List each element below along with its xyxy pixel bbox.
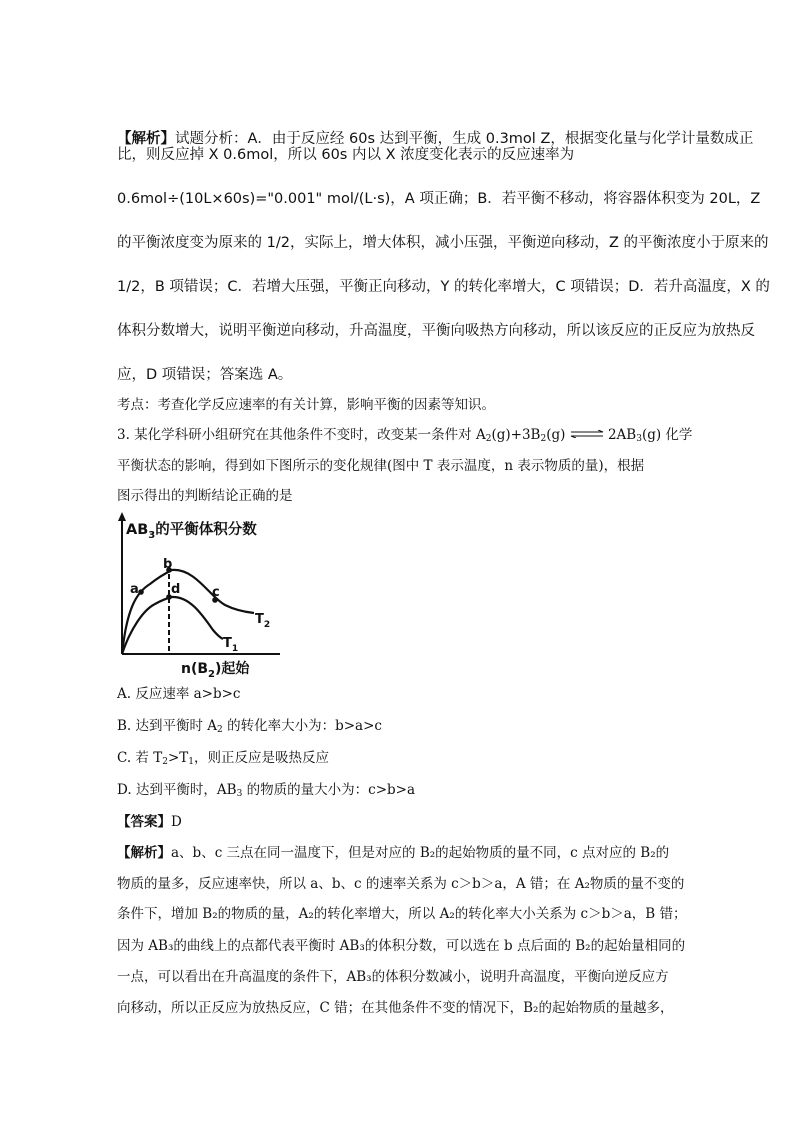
equilibrium-arrow-icon (570, 430, 604, 438)
label-b: b (163, 557, 173, 572)
question-3-line-2: 平衡状态的影响，得到如下图所示的变化规律(图中 T 表示温度，n 表示物质的量)，根据 (117, 458, 645, 474)
analysis2-line-3: 条件下，增加 B₂的物质的量，A₂的转化率增大，所以 A₂的转化率大小关系为 c＞b＞a，B 错； (117, 906, 687, 922)
y-axis-label: $AB_3$的平衡体积分数 (126, 522, 257, 541)
option-d: D. 达到平衡时，$AB_3$ 的物质的量大小为：c>b>a (117, 782, 416, 799)
analysis-bracket: 【解析】 (117, 131, 175, 147)
analysis-line-2: 比，则反应掉 X 0.6mol，所以 60s 内以 X 浓度变化表示的反应速率为 (117, 147, 575, 163)
q3-product: 2AB (607, 427, 637, 443)
analysis-line-5: 1/2，B 项错误；C．若增大压强，平衡正向移动，Y 的转化率增大，C 项错误；D．若升高温度，X 的 (117, 279, 770, 295)
analysis-line-3: 0.6mol÷(10L×60s)="0.001" mol/(L·s)，A 项正确；B．若平衡不移动，将容器体积变为 20L，Z (117, 191, 761, 207)
option-c: C. 若 $T_2>T_1$，则正反应是吸热反应 (117, 750, 330, 767)
label-t1: $T_1$ (223, 636, 239, 654)
equilibrium-graph (115, 512, 285, 680)
q3-intro: 3. 某化学科研小组研究在其他条件不变时，改变某一条件对 A (117, 427, 486, 443)
answer-bracket: 【答案】 (117, 814, 171, 830)
point-a (138, 589, 144, 595)
q3-product-tail: (g) 化学 (641, 427, 693, 443)
answer-value: D (171, 814, 182, 830)
question-3-line-3: 图示得出的判断结论正确的是 (117, 488, 293, 504)
y-axis-arrow-icon (118, 512, 126, 521)
option-b: B. 达到平衡时 $A_2$ 的转化率大小为：b>a>c (117, 718, 382, 735)
curve-t2 (122, 570, 254, 654)
analysis2-line-5: 一点，可以看出在升高温度的条件下，AB₃的体积分数减小，说明升高温度，平衡向逆反应方 (117, 969, 669, 985)
kaodian-line: 考点：考查化学反应速率的有关计算，影响平衡的因素等知识。 (117, 397, 495, 413)
x-axis-label: $n(B_2)$起始 (181, 661, 250, 680)
label-a: a (130, 582, 139, 597)
q3-reactant-state: (g) (546, 427, 566, 443)
analysis-line-6: 体积分数增大，说明平衡逆向移动，升高温度，平衡向吸热方向移动，所以该反应的正反应为放热反 (117, 323, 755, 339)
label-c: c (212, 585, 220, 600)
analysis-line-7: 应，D 项错误；答案选 A。 (117, 367, 293, 383)
q3-reactant: (g)+3B (491, 427, 541, 443)
curve-t1 (122, 597, 223, 654)
label-t2: $T_2$ (255, 612, 271, 630)
analysis-text-1: 试题分析：A．由于反应经 60s 达到平衡，生成 0.3mol Z，根据变化量与化学计量数成正 (175, 131, 754, 147)
analysis-line-4: 的平衡浓度变为原来的 1/2，实际上，增大体积，减小压强，平衡逆向移动，Z 的平衡浓度小于原来的 (117, 235, 769, 251)
analysis2-line-1: 【解析】a、b、c 三点在同一温度下，但是对应的 B₂的起始物质的量不同，c 点对应的 B₂的 (117, 845, 670, 861)
label-d: d (171, 582, 181, 597)
analysis2-line-2: 物质的量多，反应速率快，所以 a、b、c 的速率关系为 c＞b＞a，A 错；在 A₂物质的量不变的 (117, 876, 685, 892)
analysis2-line-4: 因为 AB₃的曲线上的点都代表平衡时 AB₃的体积分数，可以选在 b 点后面的 B₂的起始量相同的 (117, 938, 686, 954)
analysis2-bracket: 【解析】 (117, 845, 171, 861)
analysis2-line-6: 向移动，所以正反应为放热反应，C 错；在其他条件不变的情况下，B₂的起始物质的量越多， (117, 1000, 674, 1016)
option-a: A. 反应速率 a>b>c (117, 686, 241, 702)
answer-line (117, 812, 182, 832)
question-3-line-1: 3. 某化学科研小组研究在其他条件不变时，改变某一条件对 $A_2(g)+3B_2(g)$ $2AB_3(g)$ 化学 (117, 427, 693, 444)
